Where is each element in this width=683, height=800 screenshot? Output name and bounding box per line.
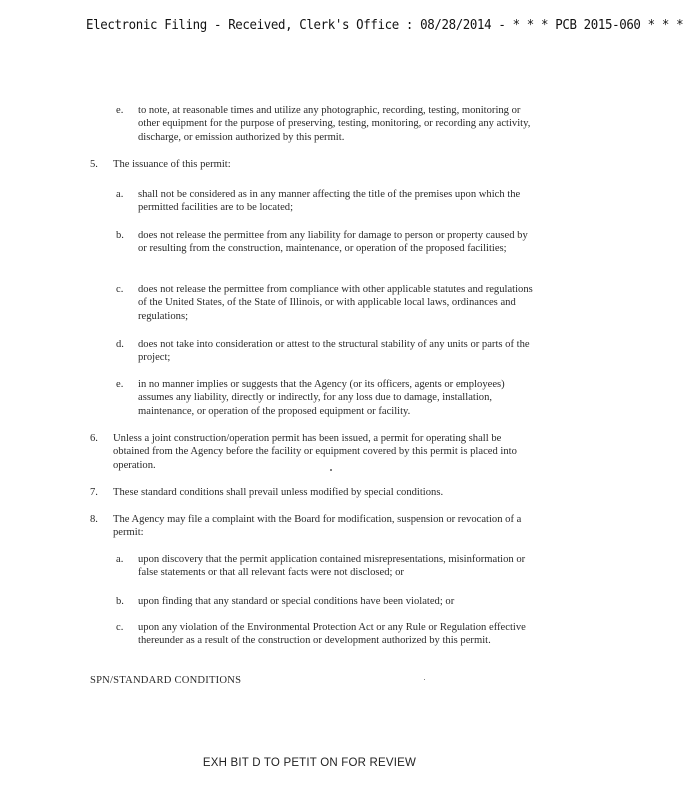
item-label: b. bbox=[116, 596, 124, 607]
item-text: upon discovery that the permit application contained misrepresentations, misinformation or false statements or that all relevant facts were not disclosed; or bbox=[138, 554, 526, 579]
item-text: upon any violation of the Environmental Protection Act or any Rule or Regulation effective thereunder as a result of the construction or development authorized by this permit. bbox=[138, 622, 526, 647]
item-label: c. bbox=[116, 622, 124, 633]
item-label: 7. bbox=[90, 487, 98, 498]
scan-speck bbox=[330, 469, 332, 471]
item-text: Unless a joint construction/operation permit has been issued, a permit for operating shall be obtained from the Agency before the facility or equipment covered by this permit is placed into operation. bbox=[113, 433, 517, 471]
item-text: upon finding that any standard or special conditions have been violated; or bbox=[138, 596, 455, 607]
item-text: in no manner implies or suggests that the Agency (or its officers, agents or employees) assumes any liability, directly or indirectly, for any loss due to damage, installation, maintenance, or operation of the proposed equipment or facility. bbox=[138, 379, 505, 417]
scan-speck bbox=[424, 679, 425, 680]
item-label: a. bbox=[116, 554, 124, 565]
item-text: shall not be considered as in any manner affecting the title of the premises upon which the permitted facilities are to be located; bbox=[138, 189, 521, 214]
exhibit-caption: EXH BIT D TO PETIT ON FOR REVIEW bbox=[202, 757, 417, 769]
filing-stamp-header: Electronic Filing - Received, Clerk's Office : 08/28/2014 - * * * PCB 2015-060 * * * bbox=[86, 17, 683, 33]
item-label: e. bbox=[116, 379, 124, 390]
item-label: e. bbox=[116, 105, 124, 116]
item-text: The Agency may file a complaint with the Board for modification, suspension or revocation of a permit: bbox=[113, 514, 522, 539]
item-text: These standard conditions shall prevail unless modified by special conditions. bbox=[113, 487, 444, 498]
item-text: The issuance of this permit: bbox=[113, 159, 231, 170]
item-label: d. bbox=[116, 339, 124, 350]
item-label: b. bbox=[116, 230, 124, 241]
form-label: SPN/STANDARD CONDITIONS bbox=[90, 675, 242, 686]
item-text: does not take into consideration or attest to the structural stability of any units or parts of the project; bbox=[138, 339, 530, 364]
item-text: to note, at reasonable times and utilize any photographic, recording, testing, monitoring or other equipment for the purpose of preserving, testing, monitoring, or recording any activity, discharge, or emission authorized by this permit. bbox=[138, 105, 531, 143]
item-label: a. bbox=[116, 189, 124, 200]
item-label: 5. bbox=[90, 159, 98, 170]
item-text: does not release the permittee from compliance with other applicable statutes and regulations of the United States, of the State of Illinois, or with applicable local laws, ordinances and regulations; bbox=[138, 284, 533, 322]
item-text: does not release the permittee from any liability for damage to person or property caused by or resulting from the construction, maintenance, or operation of the proposed facilities; bbox=[138, 230, 528, 255]
item-label: 6. bbox=[90, 433, 98, 444]
item-label: 8. bbox=[90, 514, 98, 525]
item-label: c. bbox=[116, 284, 124, 295]
